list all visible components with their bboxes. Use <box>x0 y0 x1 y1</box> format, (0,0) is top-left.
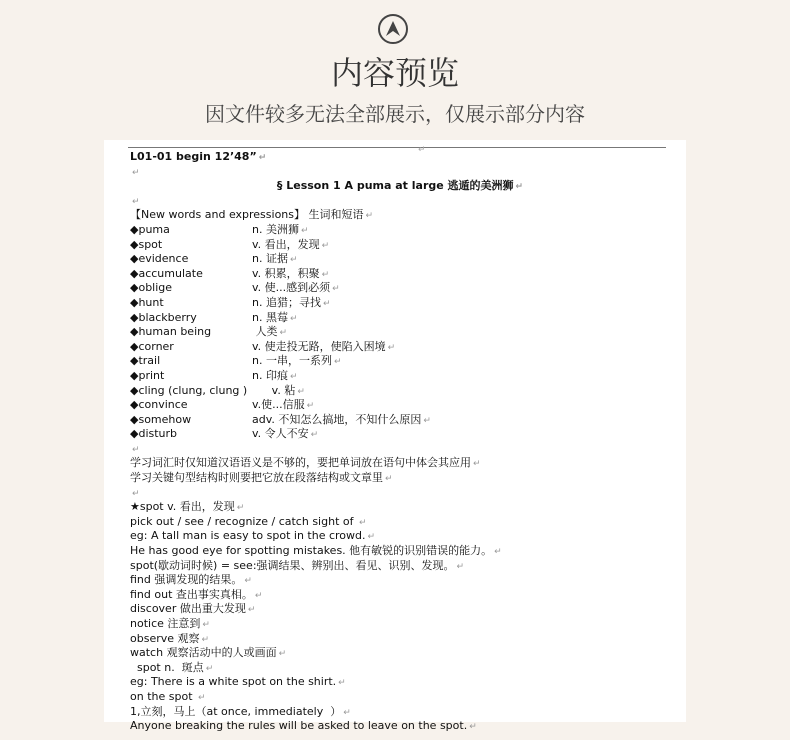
body-line: Anyone breaking the rules will be asked to leave on the spot. ↵ <box>130 719 477 733</box>
vocab-row: ◆accumulate v. 积累，积聚 ↵ <box>130 266 330 280</box>
page-top-rule <box>128 145 666 155</box>
document-preview <box>104 140 686 733</box>
body-line: He has good eye for spotting mistakes. 他有敏锐的识别错误的能力。 ↵ <box>130 544 502 558</box>
up-arrow-logo-icon <box>378 14 408 44</box>
example-line: eg: There is a white spot on the shirt. ↵ <box>130 675 346 689</box>
timestamp-line: L01-01 begin 12’48” ↵ <box>130 150 267 163</box>
vocab-row: ◆blackberry n. 黑莓 ↵ <box>130 310 298 324</box>
vocab-row: ◆trail n. 一串，一系列 ↵ <box>130 354 342 368</box>
body-line: spot(歇动词时候) = see:强调结果、辨别出、看见、识别、发现。 ↵ <box>130 558 465 572</box>
body-line: spot n. 斑点 ↵ <box>130 660 214 674</box>
body-line: find out 查出事实真相。 ↵ <box>130 587 263 601</box>
body-line: 1,立刻，马上（at once, immediately ） ↵ <box>130 704 351 718</box>
vocab-row: ◆disturb v. 令人不安 ↵ <box>130 427 319 441</box>
vocab-row: ◆evidence n. 证据 ↵ <box>130 252 298 266</box>
vocab-row: ◆corner v. 使走投无路，使陷入困境 ↵ <box>130 339 396 353</box>
body-line: notice 注意到 ↵ <box>130 617 210 630</box>
study-note: 学习词汇时仅知道汉语语义是不够的，要把单词放在语句中体会其应用 ↵ <box>130 456 481 470</box>
page-title: 内容预览 <box>330 54 459 92</box>
return-mark: ↵ <box>418 145 426 155</box>
body-line: discover 做出重大发现 ↵ <box>130 602 256 616</box>
vocab-row: ◆cling (clung, clung ) v. 粘 ↵ <box>130 383 305 397</box>
blank-line: ↵ <box>132 196 140 207</box>
vocab-row: ◆puma n. 美洲狮 ↵ <box>130 222 309 236</box>
lesson-title: § Lesson 1 A puma at large 逃遁的美洲狮 ↵ <box>276 179 524 193</box>
vocab-row: ◆hunt n. 追猎；寻找 ↵ <box>130 295 331 309</box>
blank-line: ↵ <box>132 167 140 178</box>
example-line: eg: A tall man is easy to spot in the crowd. ↵ <box>130 529 376 543</box>
spot-heading: ★spot v. 看出，发现 ↵ <box>130 500 245 514</box>
preview-header <box>0 0 790 140</box>
vocab-row: ◆print n. 印痕 ↵ <box>130 368 298 382</box>
study-note: 学习关键句型结构时则要把它放在段落结构或文章里 ↵ <box>130 471 393 485</box>
vocab-row: ◆human being 人类 ↵ <box>130 325 288 339</box>
blank-line: ↵ <box>132 488 140 499</box>
body-line: watch 观察活动中的人或画面 ↵ <box>130 646 287 660</box>
vocab-row: ◆oblige v. 使...感到必须 ↵ <box>130 281 340 295</box>
vocab-row: ◆somehow adv. 不知怎么搞地，不知什么原因 ↵ <box>130 412 431 426</box>
page-subtitle: 因文件较多无法全部展示，仅展示部分内容 <box>205 102 585 126</box>
blank-line: ↵ <box>132 444 140 455</box>
body-line: observe 观察 ↵ <box>130 631 210 645</box>
vocab-row: ◆spot v. 看出，发现 ↵ <box>130 237 330 251</box>
body-line: pick out / see / recognize / catch sight of ↵ <box>130 514 367 528</box>
body-line: find 强调发现的结果。 ↵ <box>130 573 252 587</box>
document-text <box>130 150 670 734</box>
section-heading: 【New words and expressions】 生词和短语 ↵ <box>130 208 374 222</box>
vocab-row: ◆convince v.使...信服 ↵ <box>130 398 315 412</box>
body-line: on the spot ↵ <box>130 689 206 703</box>
